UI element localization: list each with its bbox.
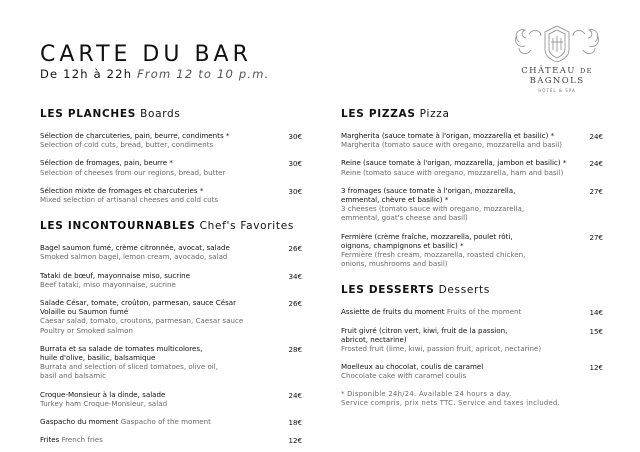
section-title-desserts: LES DESSERTS Desserts — [341, 284, 491, 297]
item-price: 12€ — [288, 436, 302, 446]
menu-item: Bagel saumon fumé, crème citronnée, avocat, salade Smoked salmon bagel, lemon cream, avocado, salad 26€ — [40, 243, 302, 262]
item-price: 27€ — [589, 232, 603, 242]
hours-en: From 12 to 10 p.m. — [137, 67, 270, 81]
hotel-subtitle: HÔTEL & SPA — [538, 88, 576, 93]
menu-item: Tataki de bœuf, mayonnaise miso, sucrine Beef tataki, miso mayonnaise, sucrine 34€ — [40, 270, 302, 289]
item-price: 12€ — [589, 363, 603, 373]
menu-item: Burrata et sa salade de tomates multicolores, huile d'olive, basilic, balsamique Burrata and selection of sliced tomatoes, olive oil, basil and balsamic 28€ — [40, 343, 302, 381]
item-price: 14€ — [589, 308, 603, 318]
menu-item: Fermière (crème fraîche, mozzarella, poulet rôti, oignons, champignons et basilic) * Fermière (fresh cream, mozzarella, roasted chicken, onions, mushrooms and basil) 27€ — [341, 231, 603, 269]
item-price: 28€ — [288, 344, 302, 354]
footer-note — [341, 390, 603, 408]
item-price: 30€ — [288, 159, 302, 169]
chateau-crest-icon — [507, 20, 607, 64]
section-pizzas — [341, 131, 603, 268]
item-price: 27€ — [589, 186, 603, 196]
section-incontournables — [40, 243, 302, 444]
item-price: 34€ — [288, 271, 302, 281]
menu-item: Gaspacho du moment Gaspacho of the moment 18€ — [40, 417, 302, 428]
section-planches — [40, 131, 302, 204]
menu-item: Reine (sauce tomate à l'origan, mozzarella, jambon et basilic) * Reine (tomato sauce with oregano, mozzarella, ham and basil) 24€ — [341, 158, 603, 177]
menu-item: Salade César, tomate, croûton, parmesan, sauce César Volaille ou Saumon fumé Caesar salad, tomato, croutons, parmesan, Caesar sauce Poultry or Smoked salmon 26€ — [40, 298, 302, 335]
page-title: CARTE DU BAR — [40, 42, 252, 67]
menu-item: Moelleux au chocolat, coulis de caramel Chocolate cake with caramel coulis 12€ — [341, 362, 603, 381]
item-price: 18€ — [288, 418, 302, 428]
item-price: 26€ — [288, 299, 302, 309]
menu-item: Croque-Monsieur à la dinde, salade Turkey ham Croque-Monsieur, salad 24€ — [40, 389, 302, 408]
menu-item: Sélection de charcuteries, pain, beurre, condiments * Selection of cold cuts, bread, butter, condiments 30€ — [40, 131, 302, 150]
section-title-planches: LES PLANCHES Boards — [40, 108, 181, 120]
left-column — [40, 108, 302, 452]
item-price: 26€ — [288, 244, 302, 254]
menu-item: Assiette de fruits du moment Fruits of the moment 14€ — [341, 307, 603, 318]
item-price: 30€ — [288, 186, 302, 196]
item-price: 24€ — [589, 132, 603, 141]
service-note: Service compris, prix nets TTC. Service and taxes included. — [341, 398, 561, 407]
hours-fr: De 12h à 22h — [40, 67, 133, 81]
section-title-incontournables: LES INCONTOURNABLES Chef's Favorites — [40, 220, 295, 233]
section-desserts — [341, 307, 603, 380]
menu-item: Sélection mixte de fromages et charcuteries * Mixed selection of artisanal cheeses and cold cuts 30€ — [40, 185, 302, 205]
item-price: 24€ — [288, 390, 302, 400]
right-column — [341, 108, 603, 408]
hotel-logo — [495, 20, 619, 93]
section-title-pizzas: LES PIZZAS Pizza — [341, 108, 450, 120]
menu-item: Fruit givré (citron vert, kiwi, fruit de la passion, abricot, nectarine) Frosted fruit (lime, kiwi, passion fruit, apricot, nectarine) 15€ — [341, 325, 603, 354]
menu-item: 3 fromages (sauce tomate à l'origan, mozzarella, emmental, chèvre et basilic) * 3 cheeses (tomato sauce with oregano, mozzarella, emmental, goat's cheese and basil) 27€ — [341, 185, 603, 223]
menu-item: Frites French fries 12€ — [40, 435, 302, 446]
item-price: 15€ — [589, 326, 603, 336]
availability-note: * Disponible 24h/24. Available 24 hours a day. — [341, 389, 512, 398]
item-price: 24€ — [589, 159, 603, 169]
hotel-name: CHÂTEAU DE BAGNOLS — [521, 66, 593, 86]
opening-hours — [40, 67, 270, 81]
menu-item: Margherita (sauce tomate à l'origan, mozzarella et basilic) * Margherita (tomato sauce with oregano, mozzarella and basil) 24€ — [341, 131, 603, 150]
menu-item: Sélection de fromages, pain, beurre * Selection of cheeses from our regions, bread, butter 30€ — [40, 158, 302, 177]
item-price: 30€ — [288, 132, 302, 141]
